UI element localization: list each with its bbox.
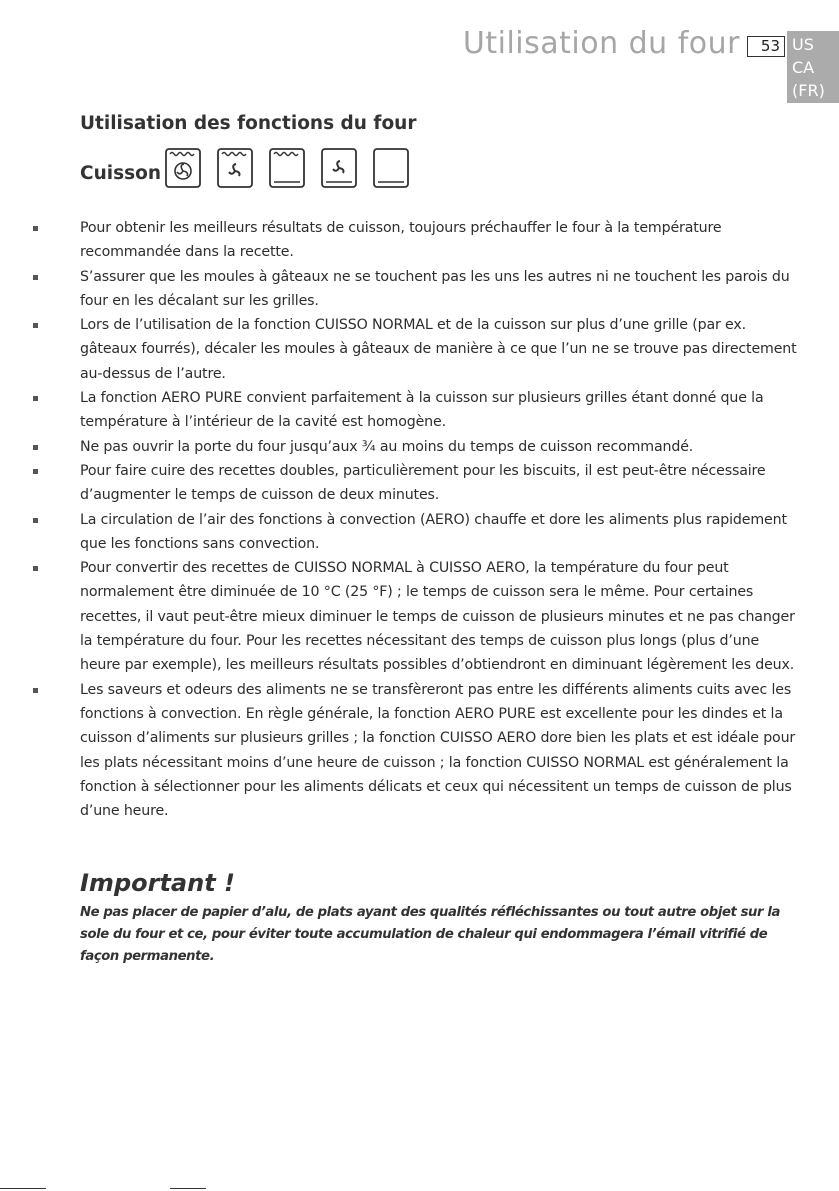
top-bottom-element-icon: [268, 146, 308, 190]
lang-us: US: [792, 35, 814, 54]
page-number: 53: [747, 36, 785, 57]
bullet-icon: [33, 469, 38, 474]
tips-list: [0, 216, 839, 823]
list-item: Pour convertir des recettes de CUISSO NORMAL à CUISSO AERO, la température du four peut normalement être diminuée de 10 °C (25 °F) ; le temps de cuisson sera le même. Pour certaines recettes, il vaut peut-être mieux diminuer le temps de cuisson de plusieurs minutes et ne pas changer la température du four. Pour les recettes nécessitant des temps de cuisson plus longs (plus d’une heure par exemple), les meilleurs résultats possibles d’obtiendront en diminuant légèrement les deux.: [0, 556, 839, 677]
list-item: S’assurer que les moules à gâteaux ne se touchent pas les uns les autres ni ne touchent les parois du four en les décalant sur les grilles.: [0, 265, 839, 314]
fan-top-element-icon: [216, 146, 256, 190]
page-header-title: Utilisation du four: [462, 26, 740, 61]
bullet-icon: [33, 566, 38, 571]
bottom-element-icon: [372, 146, 412, 190]
bullet-icon: [33, 275, 38, 280]
list-item: Lors de l’utilisation de la fonction CUISSO NORMAL et de la cuisson sur plus d’une grille (par ex. gâteaux fourrés), décaler les moules à gâteaux de manière à ce que l’un ne se trouve pas directement au-dessus de l’autre.: [0, 313, 839, 386]
language-tab: [787, 31, 839, 103]
bullet-icon: [33, 518, 38, 523]
important-title: Important !: [80, 869, 235, 897]
list-item: Ne pas ouvrir la porte du four jusqu’aux ¾ au moins du temps de cuisson recommandé.: [0, 435, 839, 459]
list-item: Pour obtenir les meilleurs résultats de cuisson, toujours préchauffer le four à la température recommandée dans la recette.: [0, 216, 839, 265]
list-item: La circulation de l’air des fonctions à convection (AERO) chauffe et dore les aliments plus rapidement que les fonctions sans convection.: [0, 508, 839, 557]
list-item: La fonction AERO PURE convient parfaitement à la cuisson sur plusieurs grilles étant donné que la température à l’intérieur de la cavité est homogène.: [0, 386, 839, 435]
fan-grill-icon: [164, 146, 204, 190]
section-title: Utilisation des fonctions du four: [80, 113, 417, 134]
footer-rule: [0, 1188, 46, 1189]
fan-bottom-element-icon: [320, 146, 360, 190]
list-item: Les saveurs et odeurs des aliments ne se transfèreront pas entre les différents aliments cuits avec les fonctions à convection. En règle générale, la fonction AERO PURE est excellente pour les dindes et la cuisson d’aliments sur plusieurs grilles ; la fonction CUISSO AERO dore bien les plats et est idéale pour les plats nécessitant moins d’une heure de cuisson ; la fonction CUISSO NORMAL est généralement la fonction à sélectionner pour les aliments délicats et ceux qui nécessitent un temps de cuisson de plus d’une heure.: [0, 678, 839, 824]
bullet-icon: [33, 688, 38, 693]
lang-fr: (FR): [792, 81, 825, 100]
bullet-icon: [33, 445, 38, 450]
list-item: Pour faire cuire des recettes doubles, particulièrement pour les biscuits, il est peut-être nécessaire d’augmenter le temps de cuisson de deux minutes.: [0, 459, 839, 508]
cuisson-label: Cuisson: [80, 163, 161, 184]
bullet-icon: [33, 226, 38, 231]
footer-rule: [170, 1188, 206, 1189]
important-text: Ne pas placer de papier d’alu, de plats ayant des qualités réfléchissantes ou tout autre objet sur la sole du four et ce, pour éviter toute accumulation de chaleur qui endommagera l’émail vitrifié de façon permanente.: [80, 905, 780, 964]
bullet-icon: [33, 323, 38, 328]
lang-ca: CA: [792, 58, 815, 77]
bullet-icon: [33, 396, 38, 401]
